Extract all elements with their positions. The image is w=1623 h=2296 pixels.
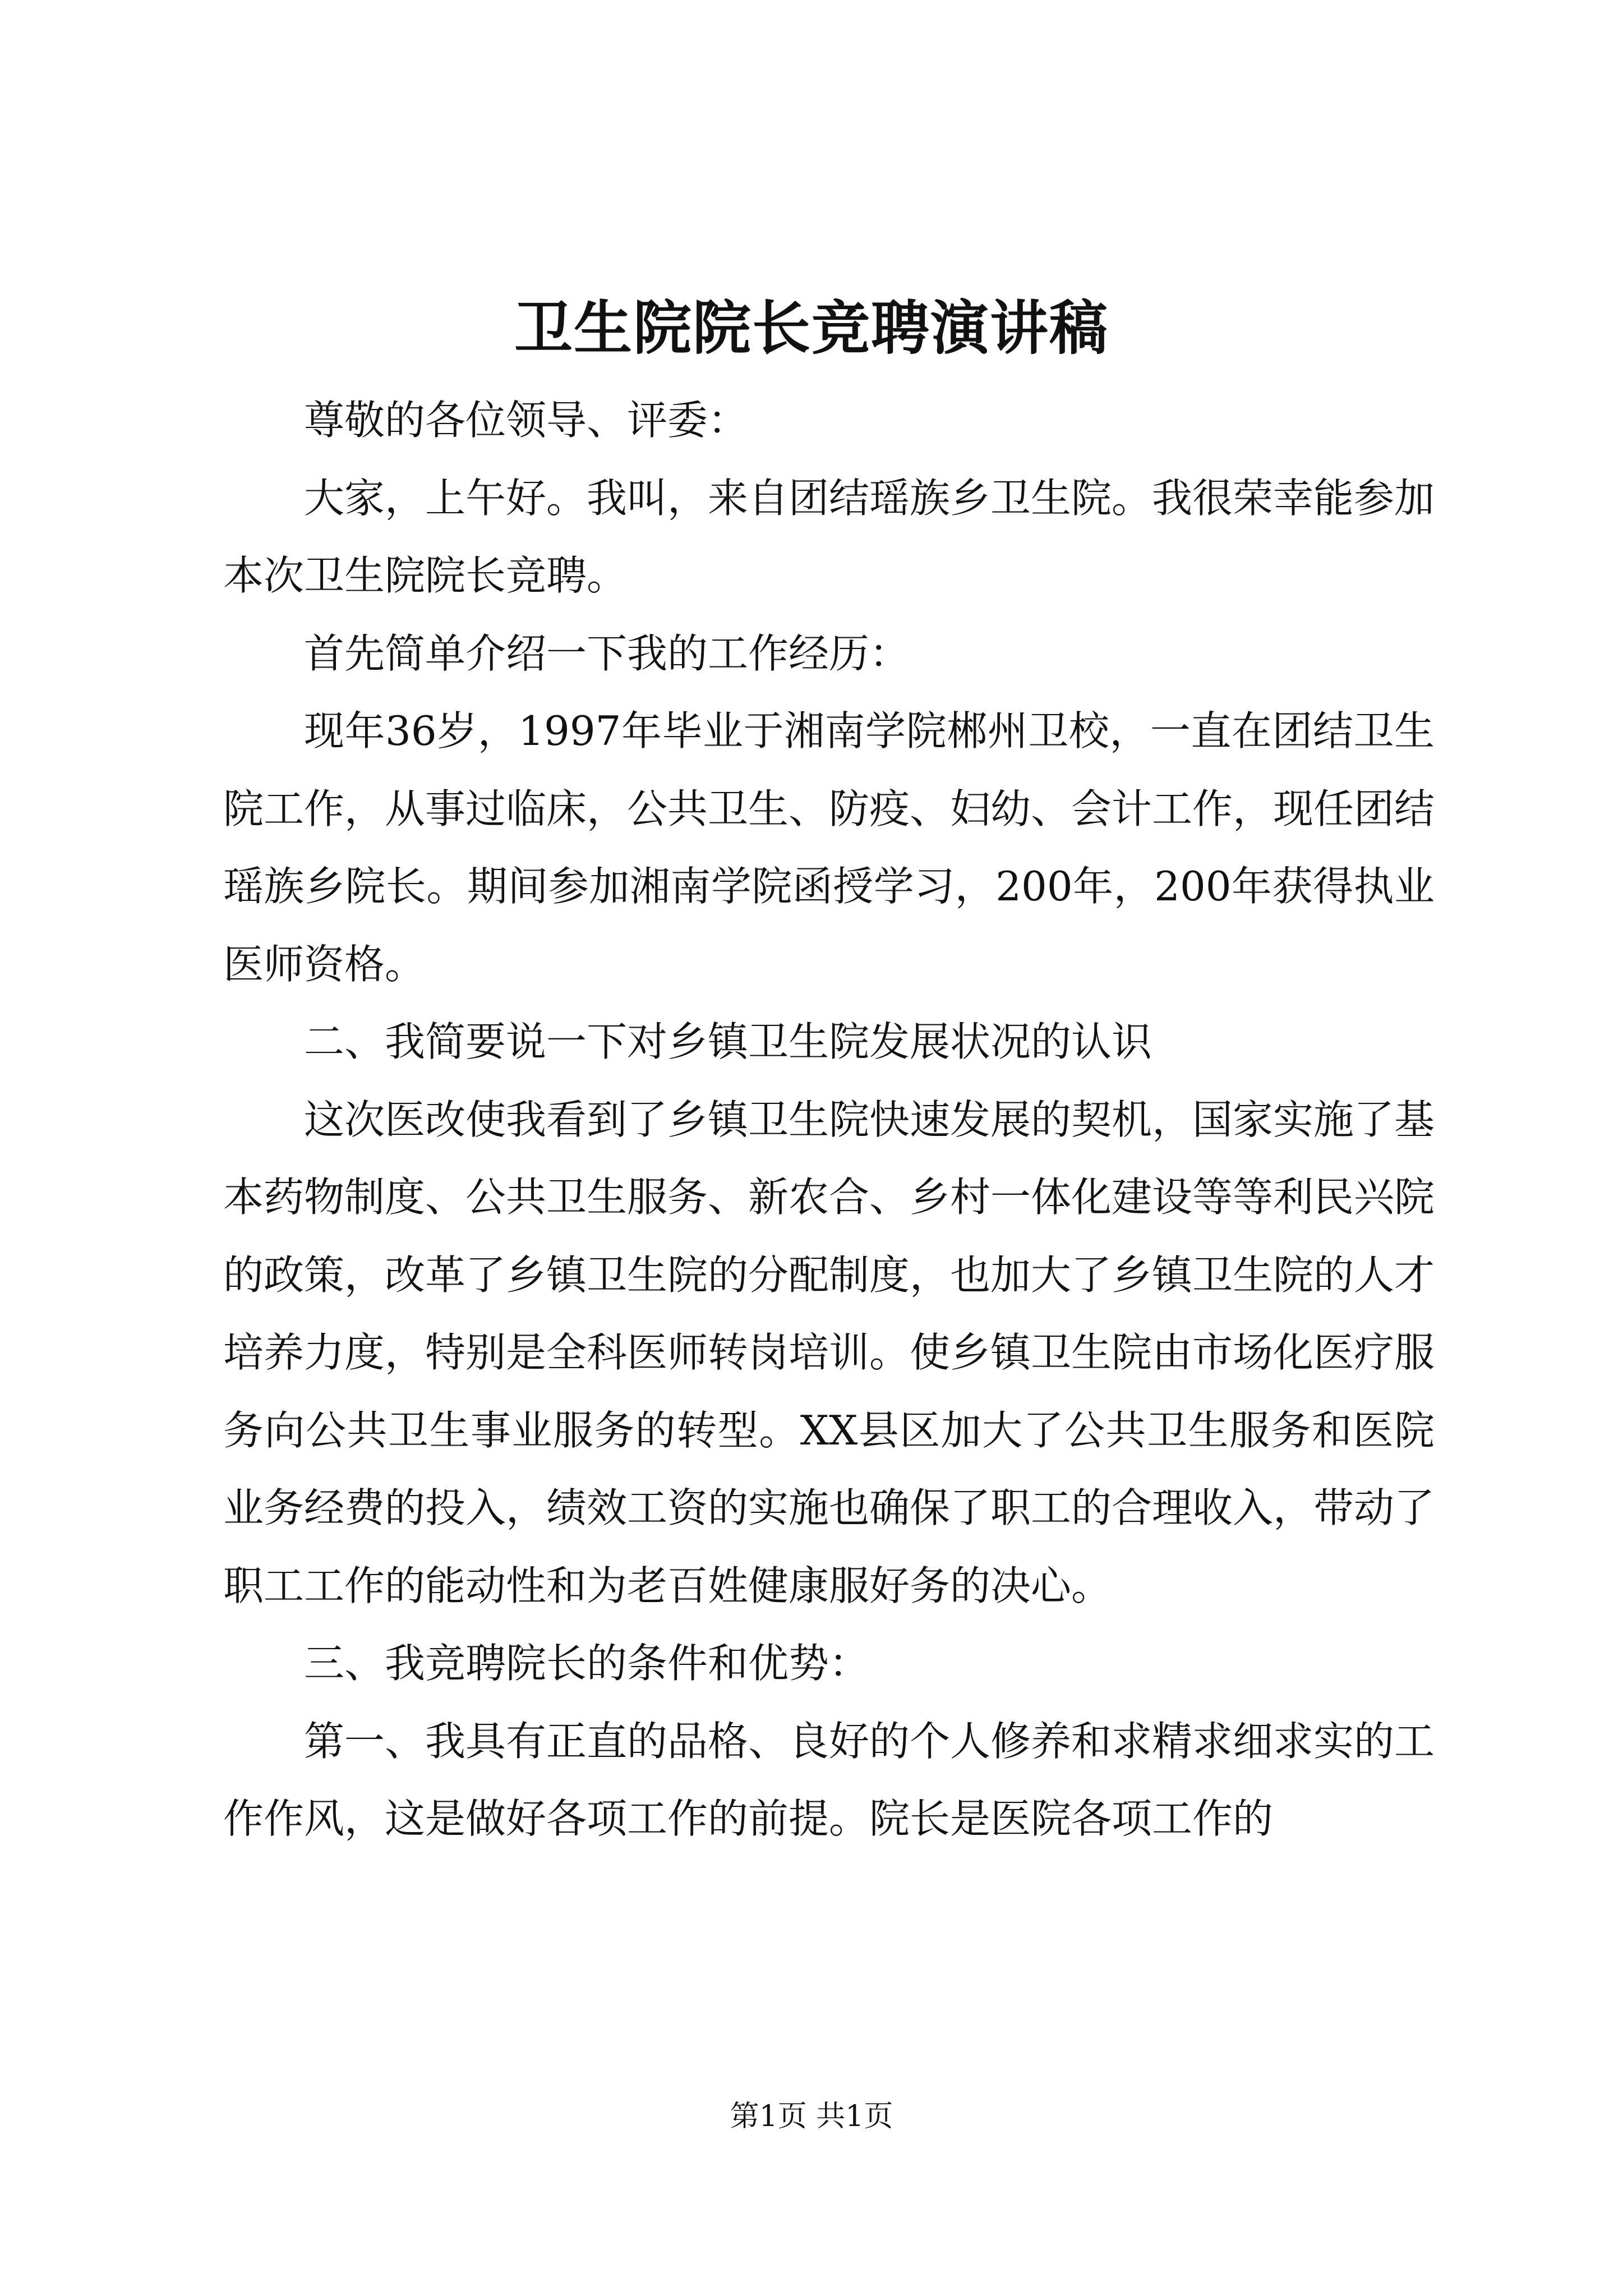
document-title: 卫生院院长竞聘演讲稿 xyxy=(514,293,1109,362)
section-heading-2: 二、我简要说一下对乡镇卫生院发展状况的认识 xyxy=(304,1018,1152,1065)
paragraph-reform: 这次医改使我看到了乡镇卫生院快速发展的契机，国家实施了基本药物制度、公共卫生服务、新农合、乡村一体化建设等等利民兴院的政策，改革了乡镇卫生院的分配制度，也加大了乡镇卫生院的人才培养力度，特别是全科医师转岗培训。使乡镇卫生院由市场化医疗服务向公共卫生事业服务的转型。XX县区加大了公共卫生服务和医院业务经费的投入，绩效工资的实施也确保了职工的合理收入，带动了职工工作的能动性和为老百姓健康服好务的决心。 xyxy=(223,1096,1435,1609)
paragraph-experience: 现年36岁，1997年毕业于湘南学院郴州卫校，一直在团结卫生院工作，从事过临床，公共卫生、防疫、妇幼、会计工作，现任团结瑶族乡院长。期间参加湘南学院函授学习，200年，200年获得执业医师资格。 xyxy=(223,707,1435,988)
paragraph-greeting: 大家，上午好。我叫，来自团结瑶族乡卫生院。我很荣幸能参加本次卫生院院长竞聘。 xyxy=(223,474,1435,599)
paragraph-first-advantage: 第一、我具有正直的品格、良好的个人修养和求精求细求实的工作作风，这是做好各项工作的前提。院长是医院各项工作的 xyxy=(223,1717,1435,1842)
document-body xyxy=(223,381,1435,1858)
page-footer: 第1页 共1页 xyxy=(730,2100,893,2133)
paragraph-intro-heading: 首先简单介绍一下我的工作经历： xyxy=(304,629,910,677)
paragraph-salutation: 尊敬的各位领导、评委： xyxy=(304,397,749,444)
section-heading-3: 三、我竞聘院长的条件和优势： xyxy=(304,1640,870,1687)
